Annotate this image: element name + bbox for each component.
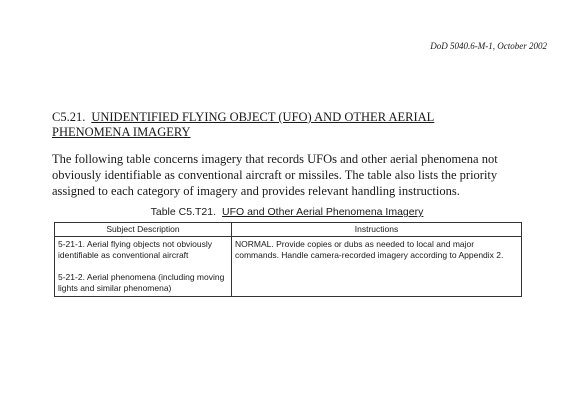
subject-cell — [55, 237, 232, 297]
table-caption-id: Table C5.T21. — [150, 206, 216, 218]
table-row — [55, 237, 522, 297]
subject-item-5-21-1: 5-21-1. Aerial flying objects not obviously identifiable as conventional aircraft — [58, 239, 213, 260]
section-heading — [52, 110, 472, 140]
document-reference: DoD 5040.6-M-1, October 2002 — [430, 41, 547, 51]
header-subject-description: Subject Description — [55, 223, 232, 237]
imagery-table — [54, 222, 522, 297]
header-instructions: Instructions — [232, 223, 522, 237]
table-caption — [52, 206, 522, 219]
intro-paragraph: The following table concerns imagery that records UFOs and other aerial phenomena not obviously identifiable as conventional aircraft or missiles. The table also lists the priority assigned to each category of imagery and provides relevant handling instructions. — [52, 152, 498, 198]
instructions-cell: NORMAL. Provide copies or dubs as needed to local and major commands. Handle camera-recorded imagery according to Appendix 2. — [232, 237, 522, 297]
section-title: UNIDENTIFIED FLYING OBJECT (UFO) AND OTHER AERIAL PHENOMENA IMAGERY — [52, 110, 435, 139]
subject-item-5-21-2: 5-21-2. Aerial phenomena (including moving lights and similar phenomena) — [58, 272, 225, 293]
table-caption-title: UFO and Other Aerial Phenomena Imagery — [222, 206, 424, 218]
section-number: C5.21. — [52, 110, 86, 124]
table-header-row — [55, 223, 522, 237]
